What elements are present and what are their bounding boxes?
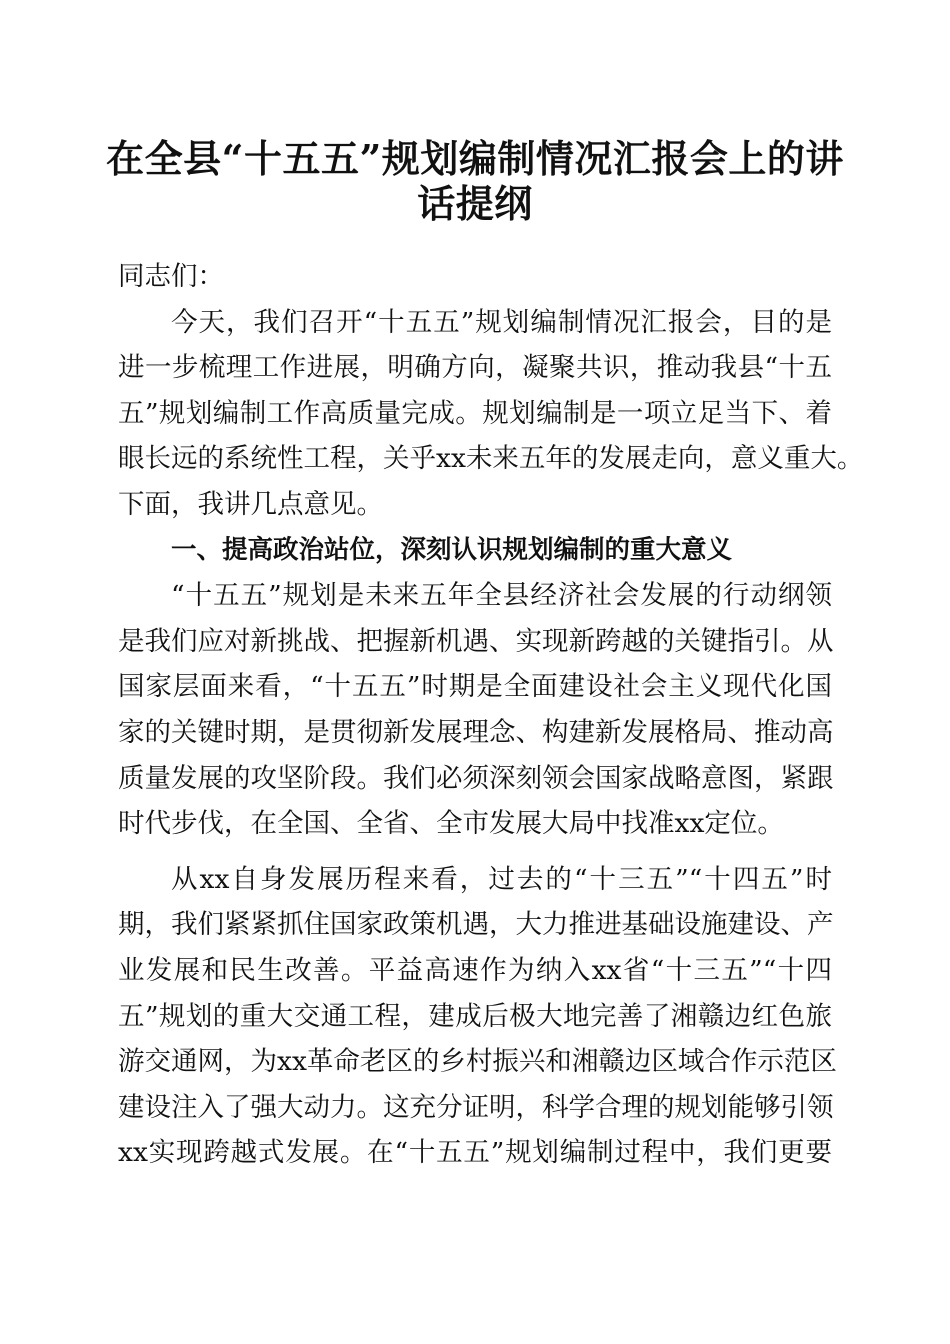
- document-title: [100, 136, 850, 226]
- paragraph-line: 眼长远的系统性工程，关乎xx未来五年的发展走向，意义重大。: [118, 443, 864, 475]
- document-body: [118, 254, 864, 1176]
- title-line: 在全县“十五五”规划编制情况汇报会上的讲: [106, 136, 844, 181]
- paragraph-line: 建设注入了强大动力。这充分证明，科学合理的规划能够引领: [118, 1091, 834, 1123]
- title-line: 话提纲: [417, 181, 533, 226]
- paragraph-line: xx实现跨越式发展。在“十五五”规划编制过程中，我们更要: [118, 1137, 832, 1169]
- paragraph-gap: [118, 847, 832, 857]
- paragraph-line: 是我们应对新挑战、把握新机遇、实现新跨越的关键指引。从: [118, 625, 834, 657]
- paragraph-line: 国家层面来看，“十五五”时期是全面建设社会主义现代化国: [118, 671, 832, 703]
- paragraph-line: 五”规划的重大交通工程，建成后极大地完善了湘赣边红色旅: [118, 1000, 832, 1032]
- paragraph-significance: [118, 573, 832, 847]
- paragraph-line: 业发展和民生改善。平益高速作为纳入xx省“十三五”“十四: [118, 954, 832, 986]
- paragraph-line: 从xx自身发展历程来看，过去的“十三五”“十四五”时: [171, 863, 832, 895]
- paragraph-line: 游交通网，为xx革命老区的乡村振兴和湘赣边区域合作示范区: [118, 1046, 837, 1078]
- paragraph-line: “十五五”规划是未来五年全县经济社会发展的行动纲领: [171, 580, 832, 612]
- paragraph-history: [118, 857, 837, 1176]
- paragraph-line: 期，我们紧紧抓住国家政策机遇，大力推进基础设施建设、产: [118, 909, 834, 941]
- paragraph-line: 进一步梳理工作进展，明确方向，凝聚共识，推动我县“十五: [118, 352, 832, 384]
- paragraph-line: 下面，我讲几点意见。: [118, 488, 383, 520]
- paragraph-line: 家的关键时期，是贯彻新发展理念、构建新发展格局、推动高: [118, 716, 834, 748]
- paragraph-line: 时代步伐，在全国、全省、全市发展大局中找准xx定位。: [118, 808, 784, 840]
- paragraph-line: 五”规划编制工作高质量完成。规划编制是一项立足当下、着: [118, 397, 832, 429]
- salutation: 同志们：: [118, 261, 224, 292]
- paragraph-line: 质量发展的攻坚阶段。我们必须深刻领会国家战略意图，紧跟: [118, 762, 834, 794]
- paragraph-line: 今天，我们召开“十五五”规划编制情况汇报会，目的是: [171, 306, 832, 338]
- section-heading: 一、提高政治站位，深刻认识规划编制的重大意义: [171, 534, 733, 565]
- paragraph-intro: [118, 300, 864, 528]
